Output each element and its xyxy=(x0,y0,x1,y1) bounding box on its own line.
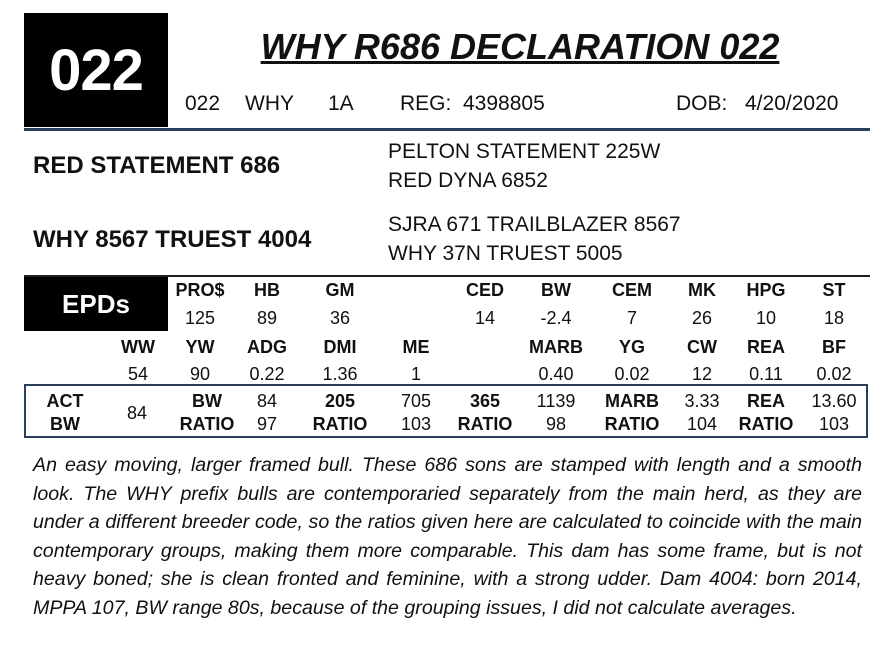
reg-number: 4398805 xyxy=(463,92,545,115)
epd-value-ww: 54 xyxy=(127,364,149,384)
epd-header-pro: PRO$ xyxy=(175,280,225,300)
epd-header-bf: BF xyxy=(822,337,846,357)
yw-ratio: 98 xyxy=(545,414,567,434)
epd-header-cw: CW xyxy=(687,337,717,357)
act-bw-label-bottom: BW xyxy=(50,414,80,434)
epd-header-me: ME xyxy=(402,337,430,357)
ww-ratio: 103 xyxy=(400,414,432,434)
description-text: An easy moving, larger framed bull. These 686 sons are stamped with length and a smooth look. The WHY prefix bulls are contemporaried separately from the main herd, as they are under a different breeder code, so the ratios given here are calculated to coincide with the main contemporary groups, making them more comparable. This dam has some frame, but is not heavy boned; she is clean fronted and feminine, with a strong udder. Dam 4004: born 2014, MPPA 107, BW range 80s, because of the grouping issues, I did not calculate averages. xyxy=(33,454,862,619)
epd-header-cem: CEM xyxy=(612,280,652,300)
epd-header-hpg: HPG xyxy=(746,280,786,300)
dam-dam: WHY 37N TRUEST 5005 xyxy=(388,242,623,265)
epd-value-marb: 0.40 xyxy=(538,364,574,384)
epd-value-me: 1 xyxy=(410,364,421,384)
act-bw-value: 84 xyxy=(126,403,148,423)
ww-ratio-label-top: 205 xyxy=(324,391,356,411)
dob-label: DOB: xyxy=(676,92,728,115)
epd-value-st: 18 xyxy=(823,308,845,328)
header-rule xyxy=(24,128,870,131)
epd-header-yg: YG xyxy=(618,337,645,357)
epd-value-cem: 7 xyxy=(626,308,637,328)
ww-ratio-label-bottom: RATIO xyxy=(312,414,368,434)
epd-header-ced: CED xyxy=(465,280,504,300)
reg-label: REG: xyxy=(400,92,452,115)
marb-ratio-label-bottom: RATIO xyxy=(604,414,660,434)
epd-header-bw: BW xyxy=(541,280,571,300)
rea-ratio: 103 xyxy=(818,414,850,434)
epd-header-yw: YW xyxy=(185,337,215,357)
rea-value: 13.60 xyxy=(811,391,857,411)
epd-header-adg: ADG xyxy=(247,337,287,357)
epd-header-gm: GM xyxy=(325,280,355,300)
marb-ratio-label-top: MARB xyxy=(605,391,659,411)
bw-ratio-label-bottom: RATIO xyxy=(179,414,235,434)
year-code: 1A xyxy=(328,92,354,115)
marb-value: 3.33 xyxy=(684,391,720,411)
epd-value-bf: 0.02 xyxy=(816,364,852,384)
epd-value-hb: 89 xyxy=(256,308,278,328)
sire-name: RED STATEMENT 686 xyxy=(33,152,281,179)
ww-value: 705 xyxy=(400,391,432,411)
sire-dam: RED DYNA 6852 xyxy=(388,169,548,192)
epd-value-adg: 0.22 xyxy=(249,364,285,384)
epd-value-dmi: 1.36 xyxy=(322,364,358,384)
epd-header-hb: HB xyxy=(254,280,280,300)
rea-ratio-label-top: REA xyxy=(746,391,785,411)
bw-ratio: 97 xyxy=(256,414,278,434)
dob-value: 4/20/2020 xyxy=(745,92,839,115)
epd-header-dmi: DMI xyxy=(323,337,357,357)
tattoo: 022 xyxy=(185,92,221,115)
epd-header-mk: MK xyxy=(688,280,716,300)
epd-value-rea: 0.11 xyxy=(749,364,783,384)
epd-label: EPDs xyxy=(24,277,168,331)
epd-value-mk: 26 xyxy=(691,308,713,328)
lot-number: 022 xyxy=(24,13,168,127)
epd-value-ced: 14 xyxy=(474,308,496,328)
yw-ratio-label-bottom: RATIO xyxy=(457,414,513,434)
epd-value-hpg: 10 xyxy=(755,308,777,328)
epd-header-marb: MARB xyxy=(529,337,583,357)
marb-ratio: 104 xyxy=(686,414,718,434)
animal-name: WHY R686 DECLARATION 022 xyxy=(260,26,780,67)
rea-ratio-label-bottom: RATIO xyxy=(738,414,794,434)
yw-ratio-label-top: 365 xyxy=(469,391,501,411)
yw-value: 1139 xyxy=(536,391,576,411)
epd-header-rea: REA xyxy=(746,337,785,357)
epd-header-ww: WW xyxy=(121,337,155,357)
epd-value-yw: 90 xyxy=(189,364,211,384)
epd-header-st: ST xyxy=(822,280,846,300)
bw-value: 84 xyxy=(256,391,278,411)
epd-value-gm: 36 xyxy=(329,308,351,328)
sire-sire: PELTON STATEMENT 225W xyxy=(388,140,661,163)
epd-value-cw: 12 xyxy=(691,364,713,384)
act-bw-label-top: ACT xyxy=(46,391,84,411)
dam-name: WHY 8567 TRUEST 4004 xyxy=(33,226,312,253)
prefix: WHY xyxy=(245,92,294,115)
bw-ratio-label-top: BW xyxy=(192,391,222,411)
epd-value-bw: -2.4 xyxy=(540,308,572,328)
dam-sire: SJRA 671 TRAILBLAZER 8567 xyxy=(388,213,681,236)
epd-value-pro: 125 xyxy=(184,308,216,328)
epd-value-yg: 0.02 xyxy=(614,364,650,384)
